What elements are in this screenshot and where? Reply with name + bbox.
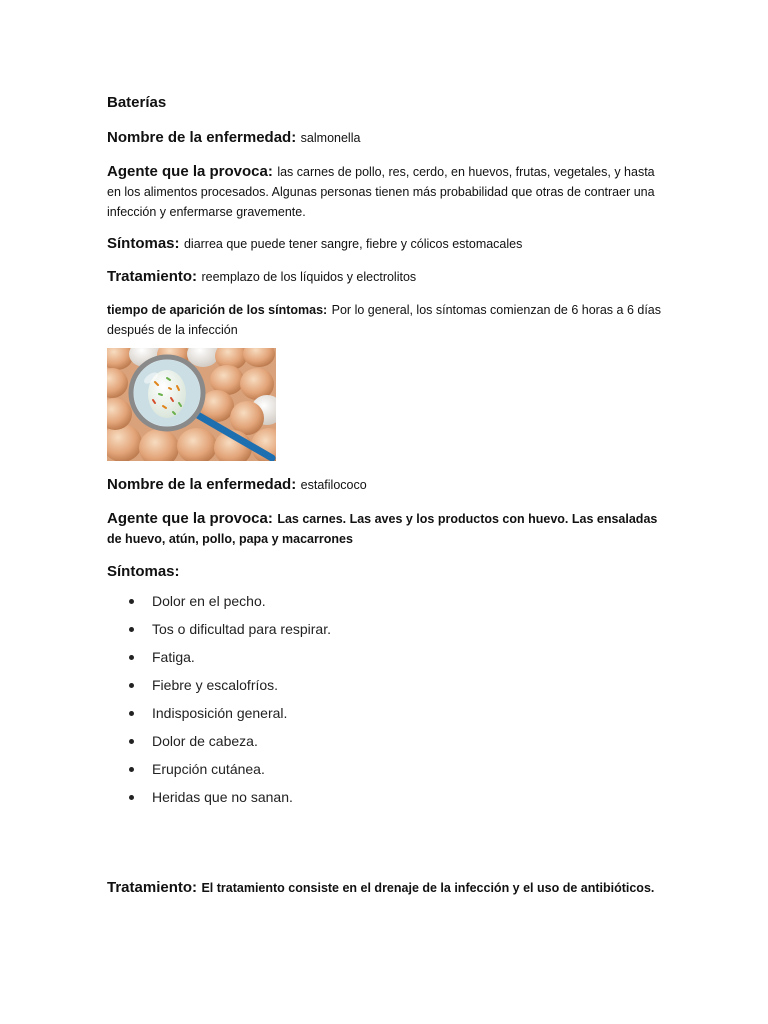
list-item (107, 703, 667, 731)
onset-paragraph (107, 300, 667, 340)
list-item (107, 647, 667, 675)
list-item (107, 787, 667, 815)
list-item-text: Fiebre y escalofríos. (152, 677, 279, 693)
agent-paragraph-1 (107, 162, 667, 222)
symptoms-heading-2 (107, 562, 667, 581)
bullet-icon (129, 655, 134, 660)
symptoms-value: diarrea que puede tener sangre, fiebre y cólicos estomacales (183, 237, 523, 251)
agent-value: las carnes de pollo, res, cerdo, en huevos, frutas, vegetales, y hasta en los alimentos procesados. Algunas personas tienen más probabilidad que otras de contraer una infección y enfermarse gravemente. (107, 165, 655, 219)
treatment-label: Tratamiento: (107, 879, 198, 896)
treatment-label: Tratamiento: (107, 268, 198, 285)
bullet-icon (129, 683, 134, 688)
disease-name-value: estafilococo (300, 478, 367, 492)
list-item-text: Indisposición general. (152, 705, 288, 721)
bullet-icon (129, 627, 134, 632)
bullet-icon (129, 599, 134, 604)
disease-name-2 (107, 475, 667, 495)
agent-label: Agente que la provoca: (107, 510, 273, 527)
symptoms-label: Síntomas: (107, 563, 180, 580)
list-item-text: Erupción cutánea. (152, 761, 265, 777)
symptoms-paragraph-1 (107, 234, 667, 254)
bullet-icon (129, 767, 134, 772)
disease-name-label: Nombre de la enfermedad: (107, 476, 297, 493)
list-item-text: Dolor de cabeza. (152, 733, 258, 749)
disease-name-1 (107, 128, 667, 148)
agent-paragraph-2 (107, 509, 667, 549)
symptoms-label: Síntomas: (107, 235, 180, 252)
list-item (107, 731, 667, 759)
disease-name-value: salmonella (300, 131, 361, 145)
list-item-text: Heridas que no sanan. (152, 789, 293, 805)
list-item (107, 675, 667, 703)
treatment-paragraph-2 (107, 878, 667, 898)
list-item-text: Dolor en el pecho. (152, 593, 266, 609)
list-item (107, 619, 667, 647)
list-item-text: Fatiga. (152, 649, 195, 665)
agent-value: Las carnes. Las aves y los productos con huevo. Las ensaladas de huevo, atún, pollo, papa y macarrones (107, 512, 658, 546)
agent-label: Agente que la provoca: (107, 163, 273, 180)
symptoms-list (107, 591, 667, 815)
bullet-icon (129, 711, 134, 716)
treatment-value: reemplazo de los líquidos y electrolitos (201, 270, 417, 284)
bullet-icon (129, 795, 134, 800)
disease-name-label: Nombre de la enfermedad: (107, 129, 297, 146)
list-item-text: Tos o dificultad para respirar. (152, 621, 331, 637)
bullet-icon (129, 739, 134, 744)
treatment-value: El tratamiento consiste en el drenaje de la infección y el uso de antibióticos. (201, 881, 655, 895)
onset-value: Por lo general, los síntomas comienzan de 6 horas a 6 días después de la infección (107, 303, 661, 337)
treatment-paragraph-1 (107, 267, 667, 287)
list-item (107, 759, 667, 787)
onset-label: tiempo de aparición de los síntomas: (107, 303, 328, 317)
eggs-magnifier-image (107, 348, 276, 461)
document-title: Baterías (107, 94, 167, 111)
list-item (107, 591, 667, 619)
